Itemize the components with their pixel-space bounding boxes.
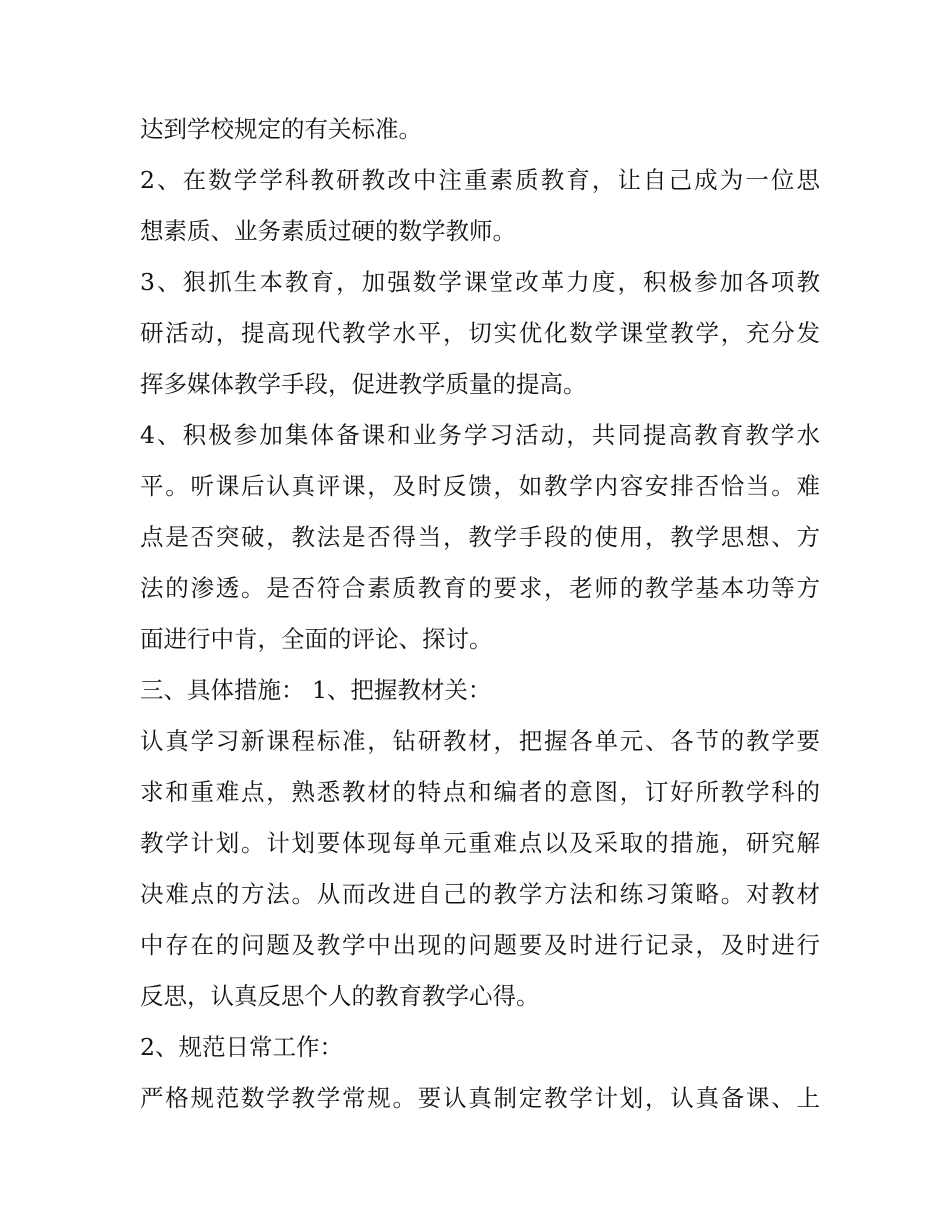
section-heading: 三、具体措施： 1、把握教材关： <box>140 676 492 704</box>
text-line: 决难点的方法。从而改进自己的教学方法和练习策略。对教材 <box>140 880 820 908</box>
text-line: 挥多媒体教学手段，促进教学质量的提高。 <box>140 370 587 398</box>
text-line: 研活动，提高现代教学水平，切实优化数学课堂教学，充分发 <box>140 319 820 347</box>
text-line: 4、积极参加集体备课和业务学习活动，共同提高教育教学水 <box>140 421 820 449</box>
text-line: 2、在数学学科教研教改中注重素质教育，让自己成为一位思 <box>140 166 820 194</box>
text-line: 中存在的问题及教学中出现的问题要及时进行记录，及时进行 <box>140 931 820 959</box>
text-line: 严格规范数学教学常规。要认真制定教学计划，认真备课、上 <box>140 1084 820 1112</box>
body-text <box>140 104 820 1124</box>
text-line: 点是否突破，教法是否得当，教学手段的使用，教学思想、方 <box>140 523 820 551</box>
text-line: 认真学习新课程标准，钻研教材，把握各单元、各节的教学要 <box>140 727 820 755</box>
text-line: 教学计划。计划要体现每单元重难点以及采取的措施，研究解 <box>140 829 820 857</box>
text-line: 想素质、业务素质过硬的数学教师。 <box>140 217 516 245</box>
text-line: 平。听课后认真评课，及时反馈，如教学内容安排否恰当。难 <box>140 472 820 500</box>
text-line: 求和重难点，熟悉教材的特点和编者的意图，订好所教学科的 <box>140 778 820 806</box>
text-line: 反思，认真反思个人的教育教学心得。 <box>140 982 540 1010</box>
subsection-heading: 2、规范日常工作： <box>140 1033 343 1061</box>
text-line: 3、狠抓生本教育，加强数学课堂改革力度，积极参加各项教 <box>140 268 820 296</box>
text-line: 达到学校规定的有关标准。 <box>140 115 422 143</box>
text-line: 面进行中肯，全面的评论、探讨。 <box>140 625 493 653</box>
text-line: 法的渗透。是否符合素质教育的要求，老师的教学基本功等方 <box>140 574 820 602</box>
